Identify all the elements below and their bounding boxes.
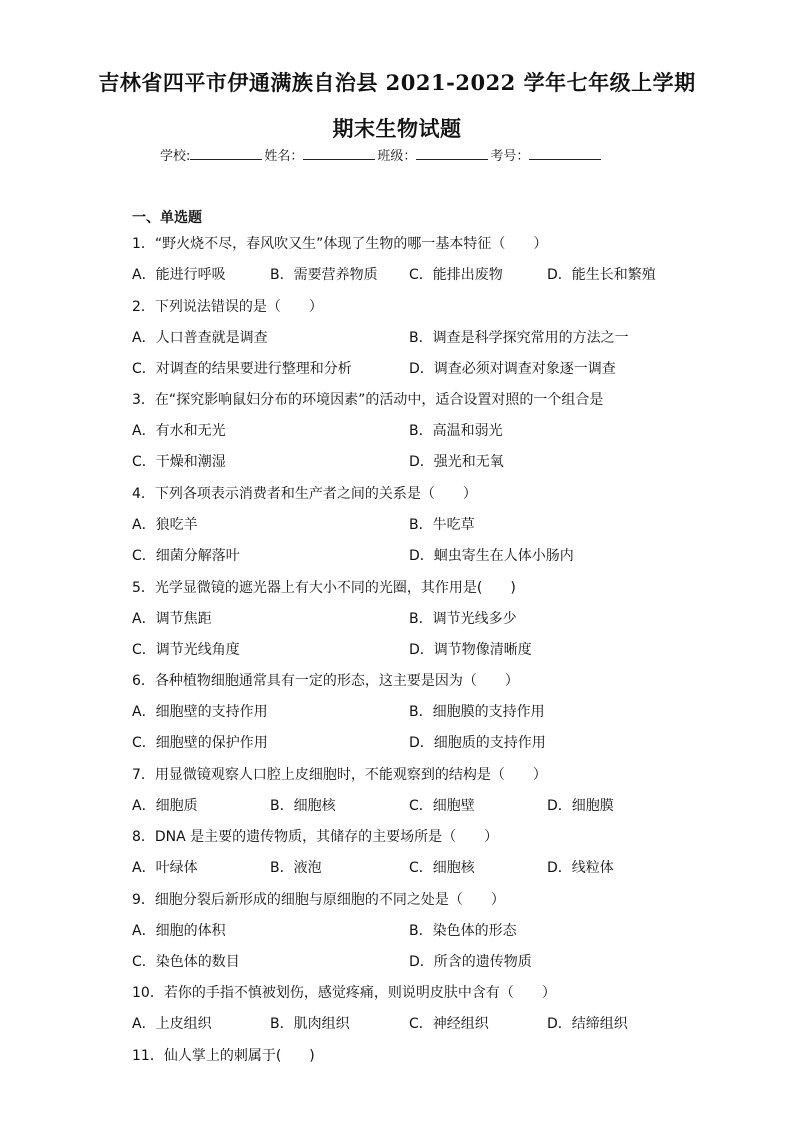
exam-title-line2: 期末生物试题 [332,116,462,141]
question-stem: 2．下列说法错误的是（ ） [132,299,323,315]
exam-number-blank [529,145,601,160]
option-row [132,920,692,940]
question-stem: 7．用显微镜观察人口腔上皮细胞时，不能观察到的结构是（ ） [132,767,547,783]
option-a: A．细胞质 [132,798,198,814]
option-c: C．染色体的数目 [132,954,240,970]
option-c: C．细胞壁 [409,798,475,814]
option-b: B．需要营养物质 [270,267,378,283]
option-d: D．线粒体 [547,860,614,876]
option-b: B．调节光线多少 [409,611,517,627]
option-row [132,732,692,752]
option-c: C．调节光线角度 [132,642,240,658]
option-b: B．液泡 [270,860,322,876]
option-d: D．蛔虫寄生在人体小肠内 [409,548,574,564]
option-row [132,857,692,877]
option-b: B．高温和弱光 [409,423,503,439]
option-a: A．狼吃羊 [132,517,198,533]
option-row [132,795,692,815]
option-row [132,420,692,440]
option-b: B．肌肉组织 [270,1016,350,1032]
option-c: C．细菌分解落叶 [132,548,240,564]
option-row [132,701,692,721]
option-row [132,608,692,628]
option-row [132,639,692,659]
option-a: A．能进行呼吸 [132,267,226,283]
option-c: C．对调查的结果要进行整理和分析 [132,361,352,377]
option-a: A．有水和无光 [132,423,226,439]
option-d: D．能生长和繁殖 [547,267,656,283]
section-heading: 一、单选题 [132,210,202,226]
option-a: A．细胞的体积 [132,923,226,939]
option-d: D．细胞膜 [547,798,614,814]
option-c: C．能排出废物 [409,267,503,283]
option-d: D．细胞质的支持作用 [409,735,546,751]
question-stem: 5．光学显微镜的遮光器上有大小不同的光圈，其作用是( ) [132,580,516,596]
option-a: A．细胞壁的支持作用 [132,704,268,720]
option-d: D．结缔组织 [547,1016,628,1032]
option-row [132,1013,692,1033]
question-stem: 1．“野火烧不尽，春风吹又生”体现了生物的哪一基本特征（ ） [132,236,548,252]
option-c: C．干燥和潮湿 [132,454,226,470]
name-label: 姓名： [264,149,304,164]
option-row [132,514,692,534]
option-d: D．强光和无氧 [409,454,504,470]
exam-number-label: 考号： [490,149,530,164]
option-row [132,951,692,971]
option-a: A．叶绿体 [132,860,198,876]
option-b: B．细胞膜的支持作用 [409,704,545,720]
option-a: A．调节焦距 [132,611,212,627]
option-a: A．人口普查就是调查 [132,330,268,346]
option-row [132,451,692,471]
question-stem: 3．在“探究影响鼠妇分布的环境因素”的活动中，适合设置对照的一个组合是 [132,392,604,408]
question-stem: 10．若你的手指不慎被划伤，感觉疼痛，则说明皮肤中含有（ ） [132,985,556,1001]
option-row [132,264,692,284]
option-b: B．调查是科学探究常用的方法之一 [409,330,629,346]
school-label: 学校: [160,149,191,164]
option-row [132,545,692,565]
question-stem: 9．细胞分裂后新形成的细胞与原细胞的不同之处是（ ） [132,892,505,908]
question-stem: 4．下列各项表示消费者和生产者之间的关系是（ ） [132,486,477,502]
exam-title-line1: 吉林省四平市伊通满族自治县 2021-2022 学年七年级上学期 [98,70,696,95]
option-b: B．牛吃草 [409,517,475,533]
student-info-line [160,145,640,164]
option-d: D．调节物像清晰度 [409,642,532,658]
class-blank [416,145,488,160]
option-c: C．神经组织 [409,1016,489,1032]
option-b: B．细胞核 [270,798,336,814]
option-row [132,358,692,378]
option-b: B．染色体的形态 [409,923,517,939]
option-row [132,327,692,347]
option-d: D．调查必须对调查对象逐一调查 [409,361,616,377]
name-blank [303,145,375,160]
option-a: A．上皮组织 [132,1016,212,1032]
option-d: D．所含的遗传物质 [409,954,532,970]
school-blank [190,145,262,160]
option-c: C．细胞核 [409,860,475,876]
class-label: 班级： [377,149,417,164]
option-c: C．细胞壁的保护作用 [132,735,268,751]
question-stem: 8．DNA 是主要的遗传物质，其储存的主要场所是（ ） [132,829,499,845]
question-stem: 6．各种植物细胞通常具有一定的形态，这主要是因为（ ） [132,673,519,689]
question-stem: 11．仙人掌上的刺属于( ) [132,1048,315,1064]
